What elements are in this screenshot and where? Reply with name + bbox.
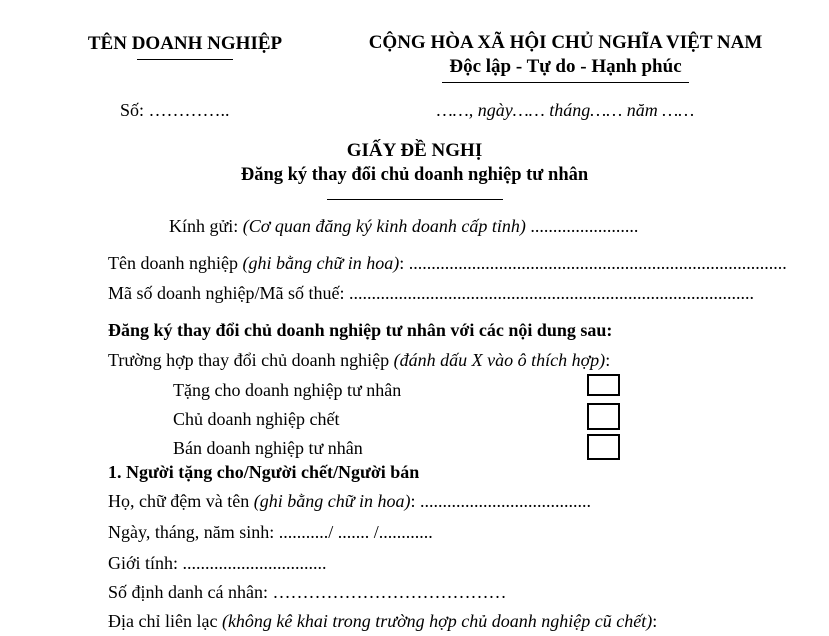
contact-address-label: Địa chỉ liên lạc <box>108 611 222 631</box>
national-motto-line2 <box>363 55 768 83</box>
national-header-block <box>363 31 768 83</box>
contact-address-line <box>108 610 657 632</box>
national-motto-line1: CỘNG HÒA XÃ HỘI CHỦ NGHĨA VIỆT NAM <box>368 32 763 53</box>
sale-case-checkbox[interactable] <box>587 434 620 460</box>
case-prompt-line <box>108 349 610 371</box>
enterprise-name-label: Tên doanh nghiệp <box>108 253 243 273</box>
fullname-line <box>108 490 591 512</box>
national-motto-underlined-text: Độc lập - Tự do - Hạnh phúc <box>442 55 688 83</box>
enterprise-name-note: (ghi bằng chữ in hoa) <box>242 253 400 273</box>
document-number-line: Số: ………….. <box>120 100 230 120</box>
recipient-line <box>169 215 638 237</box>
personal-id-line <box>108 581 506 603</box>
gender-fill-dots: ................................ <box>182 553 327 573</box>
section1-heading: 1. Người tặng cho/Người chết/Người bán <box>108 462 420 482</box>
case-prompt-label: Trường hợp thay đổi chủ doanh nghiệp <box>108 350 394 370</box>
personal-id-fill-dots: ………………………………… <box>272 582 507 602</box>
date-line: ……, ngày…… tháng…… năm …… <box>436 100 695 120</box>
recipient-note: (Cơ quan đăng ký kinh doanh cấp tỉnh) <box>242 216 526 236</box>
case-prompt-note: (đánh dấu X vào ô thích hợp) <box>393 350 606 370</box>
fullname-fill-dots: ...................................... <box>420 491 592 511</box>
gift-case-checkbox[interactable] <box>587 374 620 396</box>
registration-heading: Đăng ký thay đổi chủ doanh nghiệp tư nhân với các nội dung sau: <box>108 320 613 340</box>
case-option-gift-label: Tặng cho doanh nghiệp tư nhân <box>173 380 402 400</box>
gender-label: Giới tính: <box>108 553 183 573</box>
enterprise-code-fill-dots: .......................................................................................... <box>348 283 754 303</box>
enterprise-name-colon: : <box>399 253 409 273</box>
company-name-label: TÊN DOANH NGHIỆP <box>87 33 283 54</box>
case-option-sale <box>173 437 363 459</box>
gender-line <box>108 552 327 574</box>
company-name-underline <box>137 59 233 60</box>
contact-address-note: (không kê khai trong trường hợp chủ doanh nghiệp cũ chết) <box>221 611 653 631</box>
case-prompt-colon: : <box>605 350 611 370</box>
enterprise-name-fill-dots: .................................................................................... <box>408 253 787 273</box>
fullname-colon: : <box>410 491 421 511</box>
enterprise-code-label: Mã số doanh nghiệp/Mã số thuế: <box>108 283 349 303</box>
case-option-death <box>173 408 339 430</box>
fullname-note: (ghi bằng chữ in hoa) <box>253 491 411 511</box>
recipient-label: Kính gửi: <box>169 216 243 236</box>
case-option-death-label: Chủ doanh nghiệp chết <box>173 409 340 429</box>
recipient-fill-dots: ........................ <box>525 216 639 236</box>
enterprise-code-line <box>108 282 754 304</box>
enterprise-name-line <box>108 252 787 274</box>
death-case-checkbox[interactable] <box>587 403 620 430</box>
case-option-gift <box>173 379 401 401</box>
dob-line: Ngày, tháng, năm sinh: .........../ ....... /............ <box>108 522 433 542</box>
company-header-block <box>85 32 285 60</box>
document-subtitle: Đăng ký thay đổi chủ doanh nghiệp tư nhân <box>240 165 589 185</box>
personal-id-label: Số định danh cá nhân: <box>108 582 273 602</box>
title-divider <box>327 199 503 200</box>
fullname-label: Họ, chữ đệm và tên <box>108 491 254 511</box>
contact-address-colon: : <box>652 611 658 631</box>
document-title: GIẤY ĐỀ NGHỊ <box>346 140 483 161</box>
case-option-sale-label: Bán doanh nghiệp tư nhân <box>173 438 363 458</box>
